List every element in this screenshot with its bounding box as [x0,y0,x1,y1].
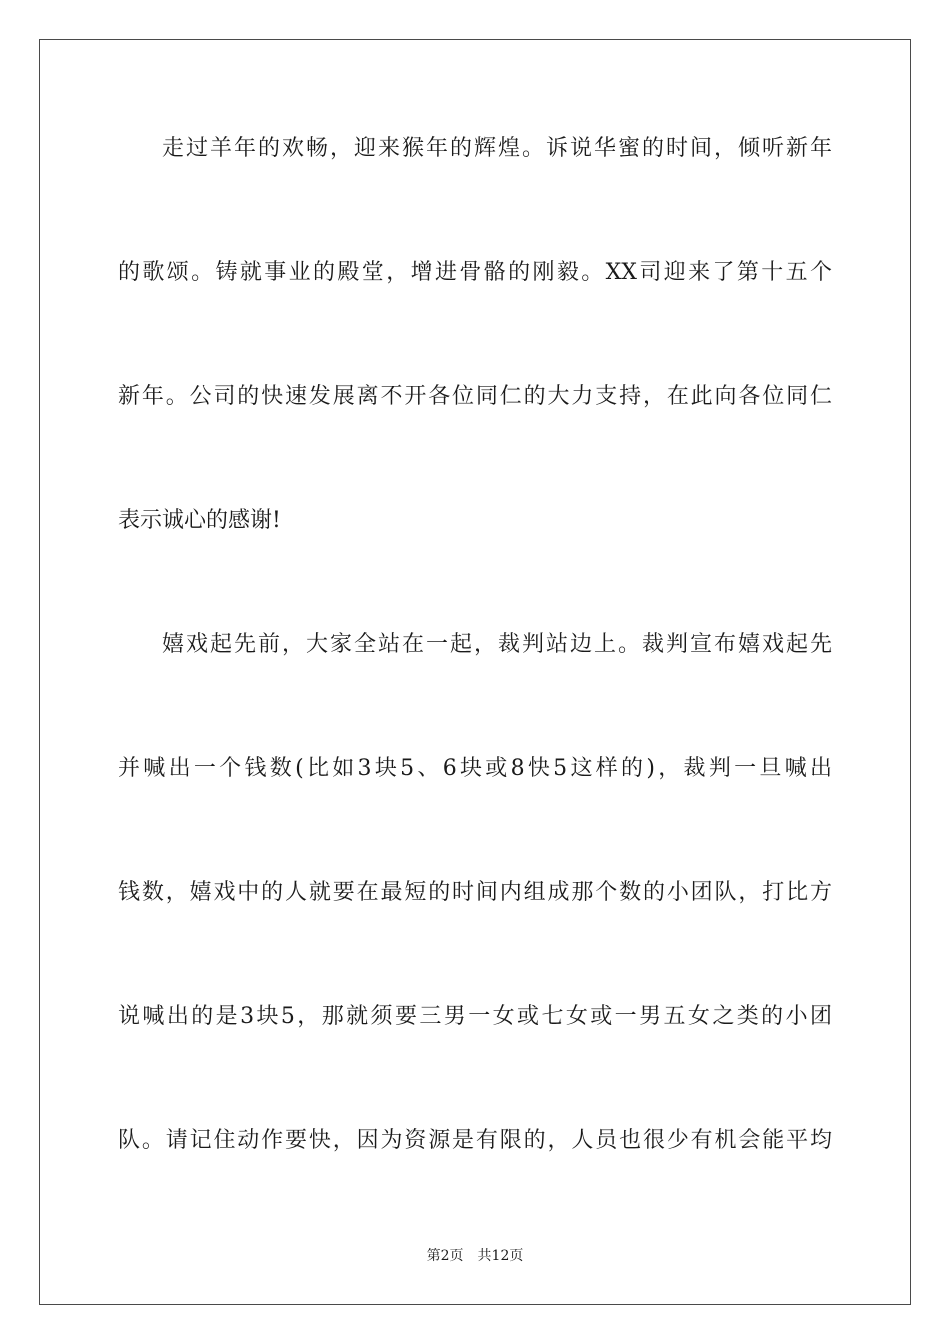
paragraph-1-line-4: 表示诚心的感谢! [118,508,281,533]
paragraph-1-line-1: 走过羊年的欢畅，迎来猴年的辉煌。诉说华蜜的时间，倾听新年 [162,136,832,161]
paragraph-2-line-3: 钱数，嬉戏中的人就要在最短的时间内组成那个数的小团队，打比方 [118,880,832,905]
page-border [39,39,911,1305]
paragraph-2-line-4: 说喊出的是3块5，那就须要三男一女或七女或一男五女之类的小团 [118,1004,832,1029]
paragraph-2-line-1: 嬉戏起先前，大家全站在一起，裁判站边上。裁判宣布嬉戏起先 [162,632,832,657]
page-total: 共12页 [477,1248,524,1264]
paragraph-1-line-2: 的歌颂。铸就事业的殿堂，增进骨骼的刚毅。XX司迎来了第十五个 [118,260,832,285]
paragraph-2-line-5: 队。请记住动作要快，因为资源是有限的，人员也很少有机会能平均 [118,1128,832,1153]
paragraph-1-line-3: 新年。公司的快速发展离不开各位同仁的大力支持，在此向各位同仁 [118,384,832,409]
paragraph-2-line-2: 并喊出一个钱数(比如3块5、6块或8快5这样的)，裁判一旦喊出 [118,756,832,781]
page-number: 第2页 [426,1248,464,1264]
page-footer [0,1246,950,1266]
